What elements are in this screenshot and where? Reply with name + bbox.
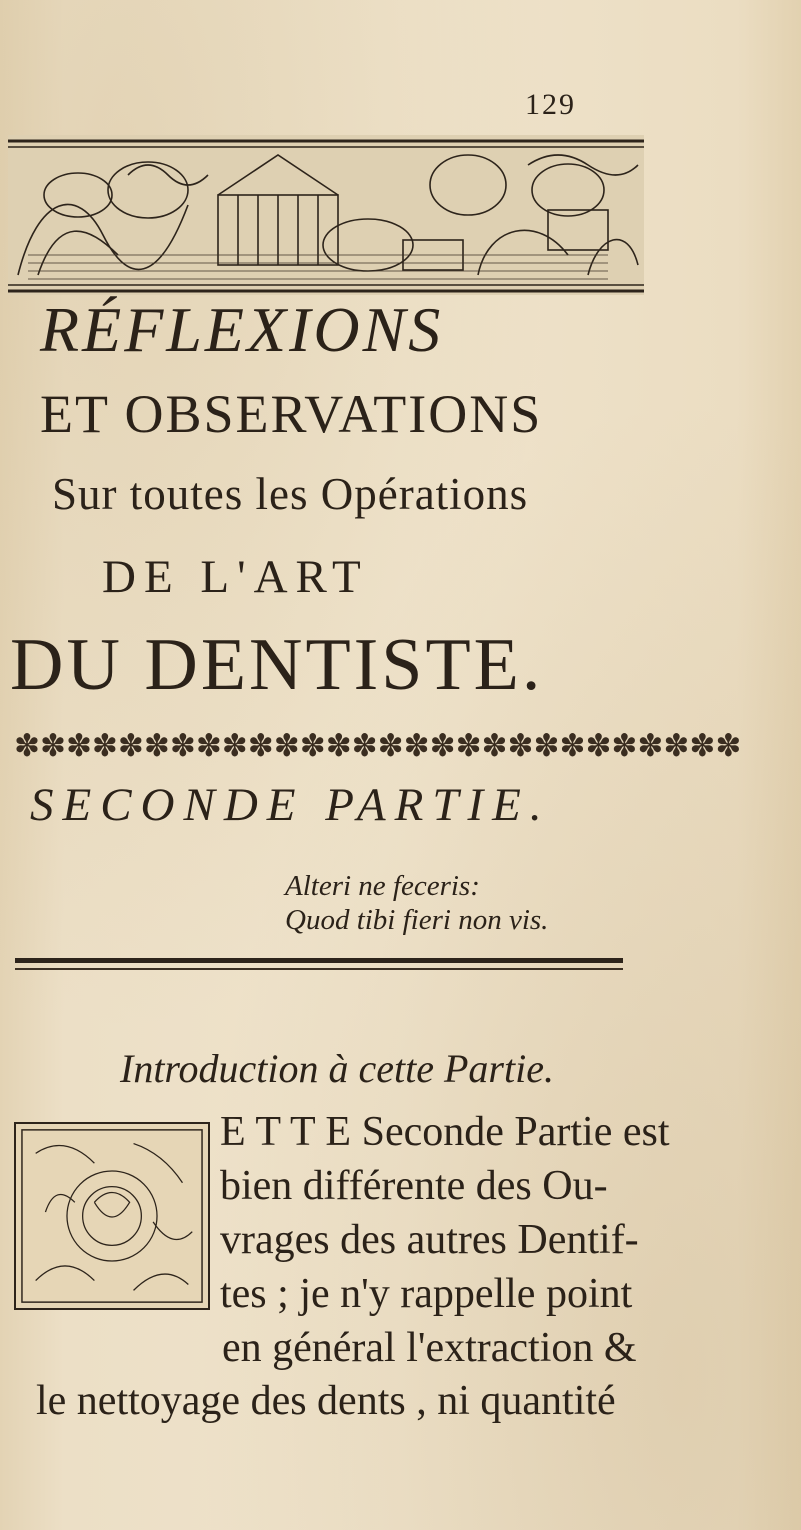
body-line-4: tes ; je n'y rappelle point xyxy=(220,1271,633,1317)
double-rule-thin xyxy=(15,968,623,970)
decorated-initial-ornament xyxy=(14,1122,210,1310)
body-line-5: en général l'extraction & xyxy=(222,1325,637,1371)
body-line-1: E T T E Seconde Partie est xyxy=(220,1109,670,1155)
body-line-6: le nettoyage des dents , ni quantité xyxy=(36,1378,616,1424)
title-de-lart: DE L'ART xyxy=(102,551,369,603)
part-heading: SECONDE PARTIE. xyxy=(30,779,551,831)
epigraph-line-2: Quod tibi fieri non vis. xyxy=(285,904,549,936)
body-line-2: bien différente des Ou- xyxy=(220,1163,608,1209)
title-observations: ET OBSERVATIONS xyxy=(40,384,543,444)
page-number: 129 xyxy=(525,88,576,121)
title-operations: Sur toutes les Opérations xyxy=(52,469,529,519)
double-rule-thick xyxy=(15,958,623,963)
section-title: Introduction à cette Partie. xyxy=(120,1046,554,1091)
title-reflexions: RÉFLEXIONS xyxy=(40,294,444,365)
body-line-3: vrages des autres Dentif- xyxy=(220,1217,639,1263)
fleuron-border: ✽✽✽✽✽✽✽✽✽✽✽✽✽✽✽✽✽✽✽✽✽✽✽✽✽✽✽✽ xyxy=(14,728,742,764)
title-du-dentiste: DU DENTISTE. xyxy=(10,624,544,706)
headpiece-ornament xyxy=(8,135,644,295)
epigraph-line-1: Alteri ne feceris: xyxy=(285,870,480,902)
